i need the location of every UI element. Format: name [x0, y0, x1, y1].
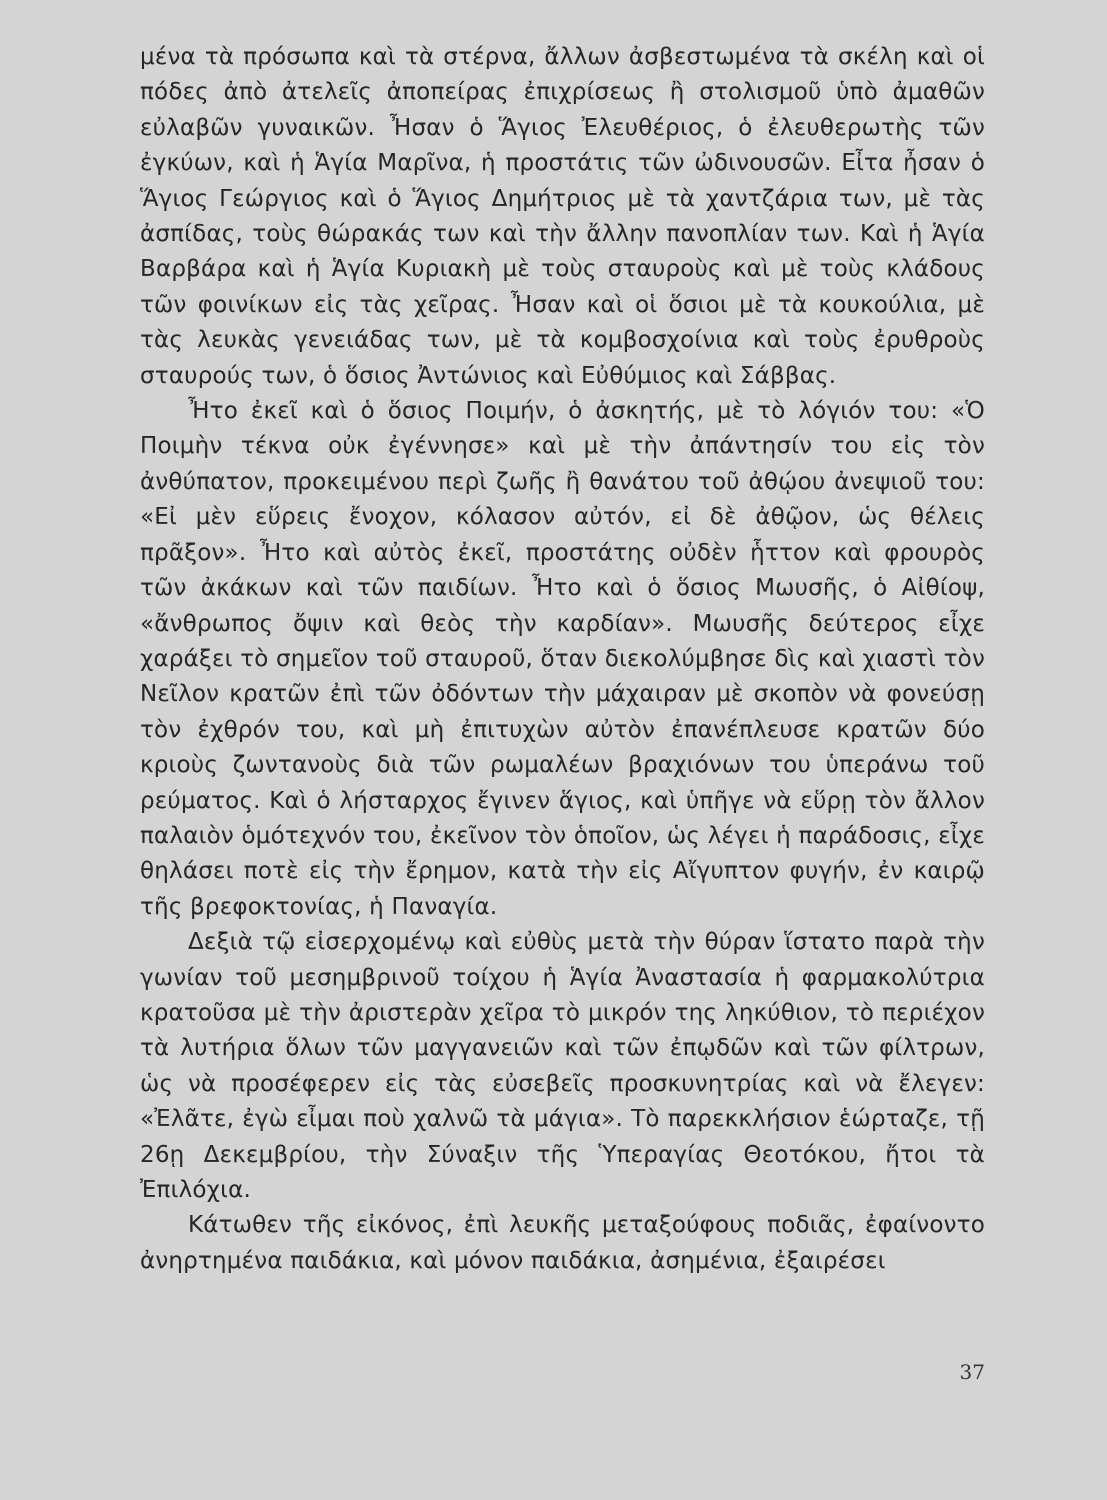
paragraph-beneath-icon: Κάτωθεν τῆς εἰκόνος, ἐπὶ λευκῆς μεταξούφους ποδιᾶς, ἐφαίνοντο ἀνηρτημένα παιδάκια, καὶ μόνον παιδάκια, ἀσημένια, ἐξαιρέσει	[140, 1212, 985, 1274]
paragraph-poimen-moses: Ἦτο ἐκεῖ καὶ ὁ ὅσιος Ποιμήν, ὁ ἀσκητής, μὲ τὸ λόγιόν του: «Ὁ Ποιμὴν τέκνα οὐκ ἐγέννησε» καὶ μὲ τὴν ἀπάντησίν του εἰς τὸν ἀνθύπατον, προκειμένου περὶ ζωῆς ἢ θανάτου τοῦ ἀθῴου ἀνεψιοῦ του: «Εἰ μὲν εὕρεις ἔνοχον, κόλασον αὐτόν, εἰ δὲ ἀθῷον, ὡς θέλεις πρᾶξον». Ἦτο καὶ αὐτὸς ἐκεῖ, προστάτης οὐδὲν ἧττον καὶ φρουρὸς τῶν ἀκάκων καὶ τῶν παιδίων. Ἦτο καὶ ὁ ὅσιος Μωυσῆς, ὁ Αἰθίοψ, «ἄνθρωπος ὄψιν καὶ θεὸς τὴν καρδίαν». Μωυσῆς δεύτερος εἶχε χαράξει τὸ σημεῖον τοῦ σταυροῦ, ὅταν διεκολύμβησε δὶς καὶ χιαστὶ τὸν Νεῖλον κρατῶν ἐπὶ τῶν ὀδόντων τὴν μάχαιραν μὲ σκοπὸν νὰ φονεύσῃ τὸν ἐχθρόν του, καὶ μὴ ἐπιτυχὼν αὐτὸν ἐπανέπλευσε κρατῶν δύο κριοὺς ζωντανοὺς διὰ τῶν ρωμαλέων βραχιόνων του ὑπεράνω τοῦ ρεύματος. Καὶ ὁ λήσταρχος ἔγινεν ἅγιος, καὶ ὑπῆγε νὰ εὕρῃ τὸν ἄλλον παλαιὸν ὁμότεχνόν του, ἐκεῖνον τὸν ὁποῖον, ὡς λέγει ἡ παράδοσις, εἶχε θηλάσει ποτὲ εἰς τὴν ἔρημον, κατὰ τὴν εἰς Αἴγυπτον φυγήν, ἐν καιρῷ τῆς βρεφοκτονίας, ἡ Παναγία.	[140, 398, 985, 920]
body-text	[140, 40, 985, 1279]
page-number: 37	[959, 1360, 985, 1384]
paragraph-agia-anastasia: Δεξιὰ τῷ εἰσερχομένῳ καὶ εὐθὺς μετὰ τὴν θύραν ἵστατο παρὰ τὴν γωνίαν τοῦ μεσημβρινοῦ τοίχου ἡ Ἁγία Ἀναστασία ἡ φαρμακολύτρια κρατοῦσα μὲ τὴν ἀριστερὰν χεῖρα τὸ μικρόν της ληκύθιον, τὸ περιέχον τὰ λυτήρια ὅλων τῶν μαγγανειῶν καὶ τῶν ἐπῳδῶν καὶ τῶν φίλτρων, ὡς νὰ προσέφερεν εἰς τὰς εὐσεβεῖς προσκυνητρίας καὶ νὰ ἔλεγεν: «Ἐλᾶτε, ἐγὼ εἶμαι ποὺ χαλνῶ τὰ μάγια». Τὸ παρεκκλήσιον ἑώρταζε, τῇ 26ῃ Δεκεμβρίου, τὴν Σύναξιν τῆς Ὑπεραγίας Θεοτόκου, ἤτοι τὰ Ἐπιλόχια.	[140, 929, 985, 1203]
paragraph-continuation: μένα τὰ πρόσωπα καὶ τὰ στέρνα, ἄλλων ἀσβεστωμένα τὰ σκέλη καὶ οἱ πόδες ἀπὸ ἀτελεῖς ἀποπείρας ἐπιχρίσεως ἢ στολισμοῦ ὑπὸ ἀμαθῶν εὐλαβῶν γυναικῶν. Ἦσαν ὁ Ἅγιος Ἐλευθέριος, ὁ ἐλευθερωτὴς τῶν ἐγκύων, καὶ ἡ Ἁγία Μαρῖνα, ἡ προστάτις τῶν ὠδινουσῶν. Εἶτα ἦσαν ὁ Ἅγιος Γεώργιος καὶ ὁ Ἅγιος Δημήτριος μὲ τὰ χαντζάρια των, μὲ τὰς ἀσπίδας, τοὺς θώρακάς των καὶ τὴν ἄλλην πανοπλίαν των. Καὶ ἡ Ἁγία Βαρβάρα καὶ ἡ Ἁγία Κυριακὴ μὲ τοὺς σταυροὺς καὶ μὲ τοὺς κλάδους τῶν φοινίκων εἰς τὰς χεῖρας. Ἦσαν καὶ οἱ ὅσιοι μὲ τὰ κουκούλια, μὲ τὰς λευκὰς γενειάδας των, μὲ τὰ κομβοσχοίνια καὶ τοὺς ἐρυθροὺς σταυρούς των, ὁ ὅσιος Ἀντώνιος καὶ Εὐθύμιος καὶ Σάββας.	[140, 44, 985, 389]
